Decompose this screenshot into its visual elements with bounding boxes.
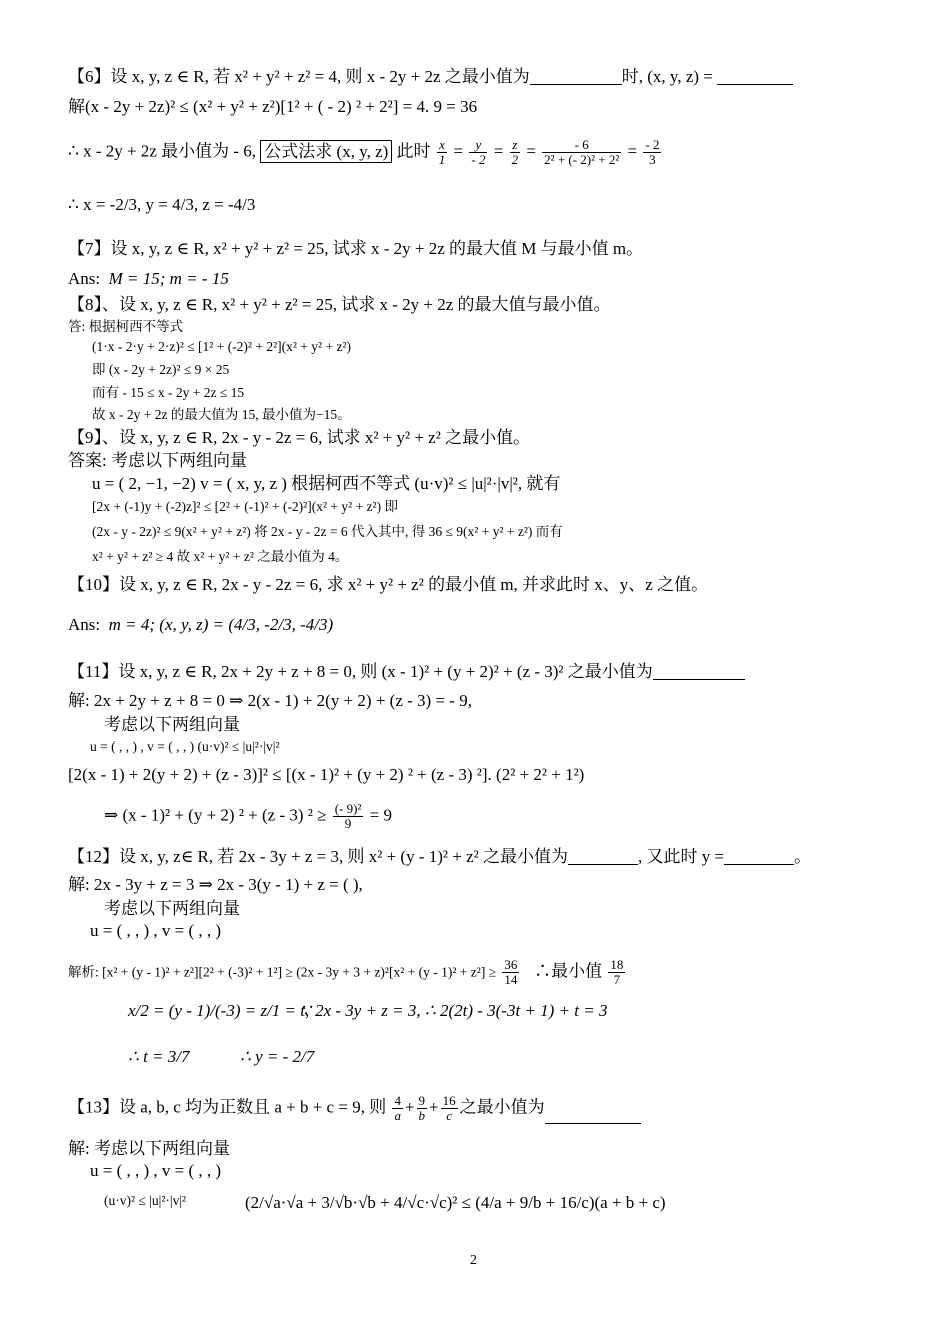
problem-12-vector-intro: 考虑以下两组向量 — [104, 899, 240, 918]
ratio-fraction: $\frac{x}{1}$ — [438, 137, 446, 168]
problem-11-inequality: [2(x - 1) + 2(y + 2) + (z - 3)]² ≤ [(x - 1)² + (y + 2) ² + (z - 3) ²]. (2² + 2² + 1²) — [68, 765, 585, 784]
problem-9-question: 【9】、设 x, y, z ∈ R, 2x - y - 2z = 6, 试求 x² + y² + z² 之最小值。 — [68, 428, 531, 447]
answer-value: M = 15; m = - 15 — [108, 269, 229, 288]
problem-12-text: 【12】设 x, y, z∈ R, 若 2x - 3y + z = 3, 则 x² + (y - 1)² + z² 之最小值为 — [68, 847, 568, 866]
problem-6-question-tail: 时, (x, y, z) = — [621, 67, 713, 86]
ratio-prefix: 此时 — [396, 141, 431, 161]
problem-8-inequality: (1·x - 2·y + 2·z)² ≤ [1² + (-2)² + 2²](x² + y² + z²) — [92, 339, 351, 354]
fraction-denominator: 9 — [344, 816, 352, 832]
problem-8-answer-intro: 答: 根据柯西不等式 — [68, 319, 184, 334]
problem-13-cauchy: (u·v)² ≤ |u|²·|v|² — [104, 1193, 187, 1208]
problem-6-result: ∴ x = -2/3, y = 4/3, z = -4/3 — [68, 195, 256, 214]
problem-12-period: 。 — [794, 847, 812, 866]
problem-12-substitution: ∵ 2x - 3y + z = 3, ∴ 2(2t) - 3(-3t + 1) + t = 3 — [300, 1001, 608, 1020]
problem-8-step: 而有 - 15 ≤ x - 2y + 2z ≤ 15 — [92, 385, 245, 400]
problem-9-inequality: [2x + (-1)y + (-2)z]² ≤ [2² + (-1)² + (-2)²](x² + y² + z²) 即 — [92, 499, 398, 514]
problem-12-text-tail: , 又此时 y = — [638, 847, 725, 866]
page-number: 2 — [470, 1253, 477, 1268]
min-statement: ∴ x - 2y + 2z 最小值为 - 6, — [68, 141, 257, 161]
answer-blank — [530, 83, 622, 85]
fraction-denominator: 14 — [504, 972, 518, 988]
answer-blank — [717, 83, 793, 85]
fraction-numerator: (- 9)² — [334, 801, 362, 816]
problem-13-text: 【13】设 a, b, c 均为正数且 a + b + c = 9, 则 — [68, 1097, 387, 1117]
ratio-fraction: $\frac{y}{- 2}$ — [471, 137, 486, 168]
problem-11-solution: 解: 2x + 2y + z + 8 = 0 ⇒ 2(x - 1) + 2(y + 2) + (z - 3) = - 9, — [68, 691, 472, 710]
problem-8-question: 【8】、设 x, y, z ∈ R, x² + y² + z² = 25, 试求 x - 2y + 2z 的最大值与最小值。 — [68, 295, 611, 314]
answer-label: Ans: — [68, 269, 101, 288]
problem-9-answer-intro: 答案: 考虑以下两组向量 — [68, 451, 247, 470]
problem-13-solution: 解: 考虑以下两组向量 — [68, 1139, 230, 1158]
answer-label: Ans: — [68, 615, 101, 634]
answer-blank — [724, 863, 794, 865]
problem-7-question: 【7】设 x, y, z ∈ R, x² + y² + z² = 25, 试求 x - 2y + 2z 的最大值 M 与最小值 m。 — [68, 239, 644, 258]
answer-blank — [653, 678, 745, 680]
fraction-numerator: 36 — [504, 957, 518, 972]
problem-13-text-tail: 之最小值为 — [459, 1097, 545, 1117]
problem-11-conclusion — [104, 802, 392, 832]
problem-8-conclusion: 故 x - 2y + 2z 的最大值为 15, 最小值为−15。 — [92, 407, 351, 422]
fraction-9-over-b: $\frac{9}{b}$ — [418, 1093, 426, 1124]
problem-12-solution: 解: 2x - 3y + z = 3 ⇒ 2x - 3(y - 1) + z = ( ), — [68, 875, 363, 894]
ratio-fraction: $\frac{- 2}{3}$ — [645, 137, 660, 168]
problem-7-answer — [68, 270, 229, 287]
answer-blank — [568, 863, 638, 865]
fraction-denominator: 7 — [613, 972, 621, 988]
problem-10-question: 【10】设 x, y, z ∈ R, 2x - y - 2z = 6, 求 x² + y² + z² 的最小值 m, 并求此时 x、y、z 之值。 — [68, 575, 709, 594]
problem-13-question: 【13】设 a, b, c 均为正数且 a + b + c = 9, 则 $\frac{4}{a}$ + $\frac{9}{b}$ + $\frac{16}{c}$ 之最小值为 — [68, 1094, 641, 1124]
ratio-fraction: $\frac{- 6}{\text{2² + (- 2)² + 2²}}$ — [544, 137, 620, 168]
problem-6-statement — [68, 68, 793, 85]
problem-12-analysis — [68, 958, 627, 988]
fraction-4-over-a: $\frac{4}{a}$ — [394, 1093, 401, 1124]
problem-9-conclusion: x² + y² + z² ≥ 4 故 x² + y² + z² 之最小值为 4。 — [92, 549, 349, 564]
answer-value: m = 4; (x, y, z) = (4/3, -2/3, -4/3) — [108, 615, 334, 634]
analysis-fraction — [502, 958, 519, 988]
problem-12-question — [68, 848, 811, 865]
minimum-fraction — [608, 958, 625, 988]
problem-13-inequality: (2/√a·√a + 3/√b·√b + 4/√c·√c)² ≤ (4/a + 9/b + 16/c)(a + b + c) — [245, 1193, 666, 1212]
minimum-label: ∴最小值 — [534, 961, 603, 981]
problem-6-min-line: ∴ x - 2y + 2z 最小值为 - 6, 公式法求 (x, y, z) 此时 $\frac{x}{1}$ = $\frac{y}{- 2}$ = $\frac{z}{2}$ = $\frac{- 6}{\text{2² + (- 2)² + 2²}}$ = $\frac{- 2}{3}$ — [68, 137, 660, 168]
fraction-numerator: 18 — [610, 957, 624, 972]
conclusion-rhs: = 9 — [369, 805, 392, 825]
problem-12-t-value: ∴ t = 3/7 — [128, 1047, 190, 1066]
boxed-method-label: 公式法求 (x, y, z) — [260, 140, 392, 163]
problem-8-step: 即 (x - 2y + 2z)² ≤ 9 × 25 — [92, 362, 230, 377]
problem-11-question — [68, 663, 745, 680]
fraction-16-over-c: $\frac{16}{c}$ — [442, 1093, 456, 1124]
problem-13-vectors: u = ( , , ) , v = ( , , ) — [90, 1161, 222, 1180]
conclusion-fraction — [333, 802, 364, 832]
problem-12-y-value: ∴ y = - 2/7 — [240, 1047, 315, 1066]
problem-6-solution-line: 解(x - 2y + 2z)² ≤ (x² + y² + z²)[1² + ( - 2) ² + 2²] = 4. 9 = 36 — [68, 97, 478, 116]
answer-blank — [545, 1122, 641, 1124]
problem-6-question: 【6】设 x, y, z ∈ R, 若 x² + y² + z² = 4, 则 x - 2y + 2z 之最小值为 — [68, 67, 530, 86]
problem-11-vector-intro: 考虑以下两组向量 — [104, 715, 240, 734]
ratio-fraction: $\frac{z}{2}$ — [511, 137, 519, 168]
problem-12-vectors: u = ( , , ) , v = ( , , ) — [90, 921, 222, 940]
problem-11-text: 【11】设 x, y, z ∈ R, 2x + 2y + z + 8 = 0, 则 (x - 1)² + (y + 2)² + (z - 3)² 之最小值为 — [68, 662, 653, 681]
problem-12-param: x/2 = (y - 1)/(-3) = z/1 = t, — [128, 1001, 310, 1020]
problem-9-substitution: (2x - y - 2z)² ≤ 9(x² + y² + z²) 将 2x - y - 2z = 6 代入其中, 得 36 ≤ 9(x² + y² + z²) 而有 — [92, 524, 563, 539]
analysis-inequality: 解析: [x² + (y - 1)² + z²][2² + (-3)² + 1²] ≥ (2x - 3y + 3 + z)²[x² + (y - 1)² + z²] ≥ — [68, 964, 497, 980]
problem-10-answer — [68, 616, 333, 633]
problem-9-vectors: u = ( 2, −1, −2) v = ( x, y, z ) 根据柯西不等式 (u·v)² ≤ |u|²·|v|², 就有 — [92, 474, 561, 493]
conclusion-lhs: ⇒ (x - 1)² + (y + 2) ² + (z - 3) ² ≥ — [104, 805, 327, 825]
problem-11-vectors: u = ( , , ) , v = ( , , ) (u·v)² ≤ |u|²·|v|² — [90, 739, 280, 754]
